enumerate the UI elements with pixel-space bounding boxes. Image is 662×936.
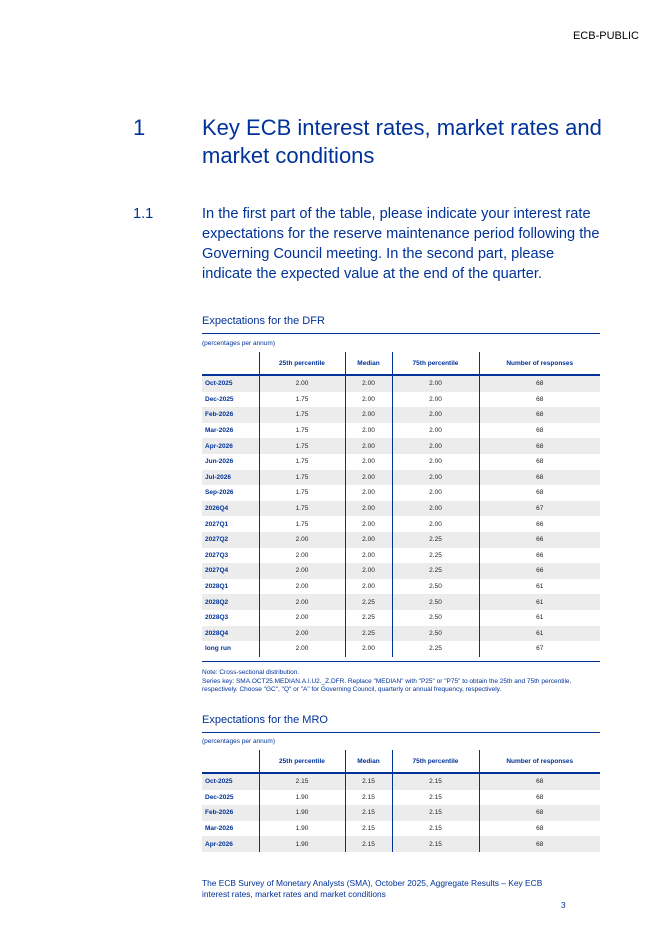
table-cell: 2.00 — [392, 423, 479, 439]
row-label: 2027Q3 — [205, 551, 229, 559]
table-cell: 66 — [479, 548, 600, 564]
subsection-text: In the first part of the table, please indicate your interest rate expectations for the reserve maintenance period following the Governing Council meeting. In the second part, please indicate the expected value at the end of the quarter. — [202, 206, 600, 282]
row-label: 2028Q1 — [205, 583, 229, 591]
table-cell: 68 — [479, 485, 600, 501]
table-cell: 2.15 — [345, 773, 392, 790]
footer-text: The ECB Survey of Monetary Analysts (SMA), October 2025, Aggregate Results – Key ECB interest rates, market rates and market conditions — [202, 878, 543, 899]
table-cell: 2.00 — [345, 579, 392, 595]
page-number: 3 — [561, 900, 566, 910]
table-cell: 2.00 — [345, 548, 392, 564]
mro-col-header: Median — [345, 750, 392, 773]
table-cell: 1.90 — [259, 821, 345, 837]
row-label: Feb-2026 — [202, 407, 259, 423]
row-label: Mar-2026 — [205, 427, 234, 435]
table-cell: 1.75 — [259, 438, 345, 454]
dfr-bottom-rule — [202, 661, 600, 662]
table-row — [202, 375, 600, 392]
mro-col-header: 75th percentile — [392, 750, 479, 773]
table-row — [202, 773, 600, 790]
table-cell: 66 — [479, 516, 600, 532]
table-cell: 61 — [479, 579, 600, 595]
table-cell: 2.00 — [345, 423, 392, 439]
table-row — [202, 594, 600, 610]
table-cell: 67 — [479, 501, 600, 517]
row-label: Mar-2026 — [205, 825, 234, 833]
table-cell: 2.00 — [392, 375, 479, 392]
table-cell: 2.00 — [259, 548, 345, 564]
table-row — [202, 836, 600, 852]
table-cell: 2.15 — [345, 821, 392, 837]
table-cell: 2.25 — [345, 626, 392, 642]
table-row — [202, 407, 600, 423]
table-cell: 2.25 — [392, 641, 479, 657]
dfr-caption: Expectations for the DFR — [202, 315, 325, 327]
table-cell: 1.75 — [259, 454, 345, 470]
table-cell: 2.00 — [392, 516, 479, 532]
table-cell: 68 — [479, 805, 600, 821]
table-cell: 2.00 — [259, 375, 345, 392]
row-label: Feb-2026 — [202, 805, 259, 821]
mro-col-header: 25th percentile — [259, 750, 345, 773]
row-label: 2027Q4 — [202, 563, 259, 579]
table-cell: 1.90 — [259, 836, 345, 852]
table-row — [202, 392, 600, 408]
table-cell: 2.00 — [345, 407, 392, 423]
table-cell: 2.25 — [392, 532, 479, 548]
table-cell: 2.00 — [259, 532, 345, 548]
dfr-table — [202, 352, 600, 657]
table-cell: 2.00 — [259, 563, 345, 579]
table-row — [202, 454, 600, 470]
table-cell: 2.15 — [392, 836, 479, 852]
table-cell: 68 — [479, 407, 600, 423]
table-cell: 2.00 — [392, 485, 479, 501]
table-cell: 2.00 — [259, 641, 345, 657]
table-cell: 2.00 — [392, 407, 479, 423]
section-title: Key ECB interest rates, market rates and market conditions — [202, 115, 602, 168]
dfr-col-header: 75th percentile — [392, 352, 479, 375]
mro-col-header — [202, 750, 259, 773]
row-label: long run — [205, 645, 231, 653]
mro-units: (percentages per annum) — [202, 738, 275, 745]
table-cell: 68 — [479, 836, 600, 852]
table-cell: 2.00 — [345, 563, 392, 579]
dfr-series-key: Series key: SMA.OCT25.MEDIAN.A.I.U2._Z.DFR. Replace "MEDIAN" with "P25" or "P75" to obtain the 25th and 75th percentile, respectively. Choose "GC", "Q" or "A" for Governing Council, quarterly or annual frequency, respectively. — [202, 677, 572, 693]
mro-caption: Expectations for the MRO — [202, 714, 328, 726]
mro-table — [202, 750, 600, 852]
table-cell: 2.00 — [345, 501, 392, 517]
table-cell: 68 — [479, 392, 600, 408]
section-number: 1 — [133, 115, 146, 140]
table-row — [202, 548, 600, 564]
table-cell: 2.00 — [259, 594, 345, 610]
table-cell: 1.75 — [259, 392, 345, 408]
table-cell: 2.00 — [392, 392, 479, 408]
mro-top-rule — [202, 732, 600, 733]
dfr-col-header: Number of responses — [479, 352, 600, 375]
table-cell: 61 — [479, 594, 600, 610]
dfr-top-rule — [202, 333, 600, 334]
table-cell: 66 — [479, 532, 600, 548]
row-label: Apr-2026 — [202, 438, 259, 454]
table-cell: 2.00 — [392, 501, 479, 517]
subsection-number: 1.1 — [133, 206, 154, 222]
table-row — [202, 485, 600, 501]
table-row — [202, 470, 600, 486]
table-cell: 61 — [479, 610, 600, 626]
table-cell: 2.00 — [259, 626, 345, 642]
dfr-col-header: 25th percentile — [259, 352, 345, 375]
row-label: 2027Q2 — [202, 532, 259, 548]
row-label: 2028Q4 — [202, 626, 259, 642]
table-row — [202, 790, 600, 806]
dfr-note-line: Note: Cross-sectional distribution. — [202, 669, 300, 676]
table-cell: 1.90 — [259, 805, 345, 821]
row-label: 2026Q4 — [202, 501, 259, 517]
dfr-header-row — [202, 352, 600, 375]
row-label: Sep-2026 — [205, 489, 234, 497]
table-cell: 68 — [479, 470, 600, 486]
table-row — [202, 516, 600, 532]
table-cell: 2.15 — [345, 836, 392, 852]
table-row — [202, 563, 600, 579]
dfr-note — [202, 669, 602, 695]
table-cell: 1.75 — [259, 423, 345, 439]
table-cell: 2.00 — [345, 485, 392, 501]
table-cell: 2.25 — [392, 548, 479, 564]
table-cell: 2.25 — [345, 594, 392, 610]
table-cell: 2.25 — [392, 563, 479, 579]
table-cell: 2.15 — [259, 773, 345, 790]
classification-label: ECB-PUBLIC — [572, 30, 639, 42]
table-cell: 1.75 — [259, 407, 345, 423]
table-cell: 1.90 — [259, 790, 345, 806]
table-cell: 68 — [479, 773, 600, 790]
table-cell: 68 — [479, 438, 600, 454]
table-row — [202, 641, 600, 657]
table-cell: 2.00 — [345, 438, 392, 454]
table-cell: 2.00 — [259, 579, 345, 595]
table-cell: 2.15 — [392, 773, 479, 790]
table-cell: 2.15 — [392, 821, 479, 837]
table-row — [202, 438, 600, 454]
table-cell: 2.50 — [392, 594, 479, 610]
table-cell: 68 — [479, 821, 600, 837]
table-cell: 2.00 — [345, 392, 392, 408]
table-row — [202, 501, 600, 517]
table-cell: 1.75 — [259, 516, 345, 532]
row-label: 2028Q2 — [202, 594, 259, 610]
dfr-col-header — [202, 352, 259, 375]
row-label: 2028Q3 — [205, 614, 229, 622]
table-cell: 1.75 — [259, 485, 345, 501]
row-label: Oct-2025 — [202, 375, 259, 392]
table-cell: 68 — [479, 375, 600, 392]
table-cell: 2.00 — [392, 438, 479, 454]
table-cell: 2.00 — [345, 532, 392, 548]
table-cell: 2.00 — [345, 516, 392, 532]
mro-header-row — [202, 750, 600, 773]
table-cell: 2.00 — [345, 454, 392, 470]
table-cell: 1.75 — [259, 501, 345, 517]
table-cell: 2.15 — [345, 805, 392, 821]
dfr-units: (percentages per annum) — [202, 340, 275, 347]
table-row — [202, 821, 600, 837]
row-label: Jun-2026 — [205, 458, 234, 466]
table-cell: 2.00 — [392, 454, 479, 470]
row-label: Apr-2026 — [202, 836, 259, 852]
table-cell: 68 — [479, 454, 600, 470]
table-cell: 67 — [479, 641, 600, 657]
table-cell: 2.15 — [392, 790, 479, 806]
table-row — [202, 532, 600, 548]
table-row — [202, 805, 600, 821]
table-cell: 2.00 — [259, 610, 345, 626]
table-cell: 2.15 — [345, 790, 392, 806]
table-row — [202, 610, 600, 626]
table-cell: 1.75 — [259, 470, 345, 486]
row-label: Dec-2025 — [205, 395, 234, 403]
table-cell: 2.25 — [345, 610, 392, 626]
row-label: Oct-2025 — [202, 773, 259, 790]
table-cell: 2.50 — [392, 626, 479, 642]
table-cell: 2.00 — [345, 470, 392, 486]
row-label: Jul-2026 — [202, 470, 259, 486]
table-row — [202, 626, 600, 642]
row-label: 2027Q1 — [205, 520, 229, 528]
table-cell: 66 — [479, 563, 600, 579]
table-cell: 2.00 — [345, 641, 392, 657]
row-label: Dec-2025 — [205, 793, 234, 801]
table-cell: 2.00 — [345, 375, 392, 392]
mro-col-header: Number of responses — [479, 750, 600, 773]
table-row — [202, 423, 600, 439]
table-cell: 2.50 — [392, 579, 479, 595]
table-cell: 61 — [479, 626, 600, 642]
table-cell: 68 — [479, 790, 600, 806]
table-cell: 2.00 — [392, 470, 479, 486]
dfr-col-header: Median — [345, 352, 392, 375]
table-cell: 2.15 — [392, 805, 479, 821]
table-cell: 2.50 — [392, 610, 479, 626]
table-row — [202, 579, 600, 595]
table-cell: 68 — [479, 423, 600, 439]
